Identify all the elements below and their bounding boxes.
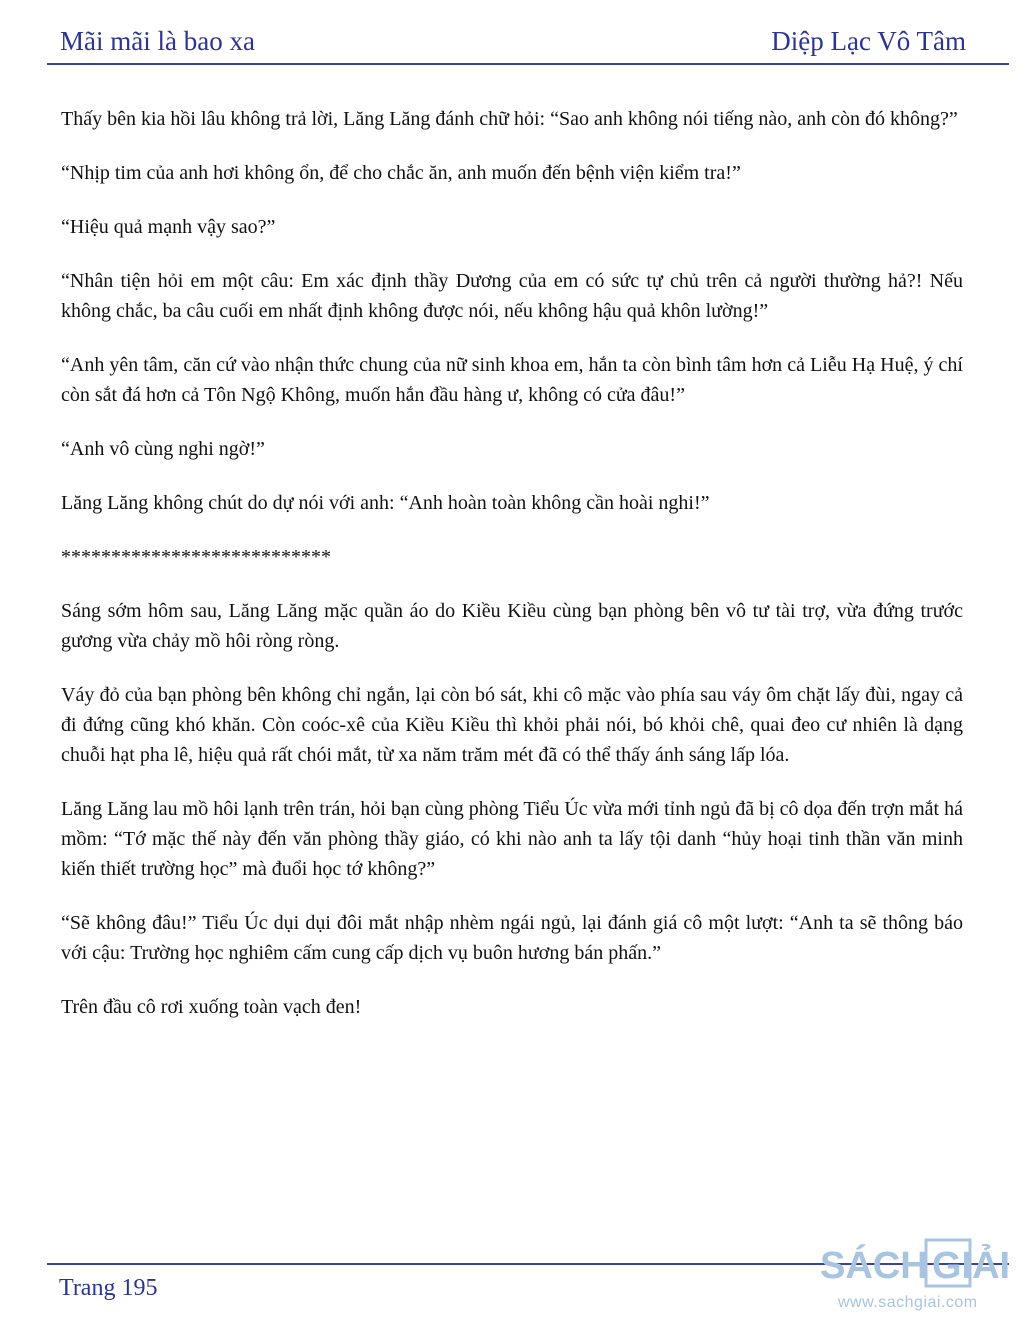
page-body: [61, 104, 963, 1046]
book-title: Mãi mãi là bao xa: [60, 26, 255, 56]
paragraph: “Sẽ không đâu!” Tiểu Úc dụi dụi đôi mắt nhập nhèm ngái ngủ, lại đánh giá cô một lượt: “Anh ta sẽ thông báo với cậu: Trường học nghiêm cấm cung cấp dịch vụ buôn hương bán phấn.”: [61, 912, 963, 964]
logo-text-left: SÁCH: [820, 1245, 928, 1287]
paragraph: “Nhịp tim của anh hơi không ổn, để cho chắc ăn, anh muốn đến bệnh viện kiểm tra!”: [61, 162, 741, 184]
sachgiai-logo: [818, 1238, 1018, 1288]
section-separator: ***************************: [61, 546, 331, 568]
header-divider: [47, 63, 1009, 65]
paragraph: Thấy bên kia hồi lâu không trả lời, Lăng Lăng đánh chữ hỏi: “Sao anh không nói tiếng nào, anh còn đó không?”: [61, 108, 958, 130]
watermark: [818, 1230, 1018, 1320]
author-name: Diệp Lạc Vô Tâm: [771, 26, 966, 56]
paragraph: “Hiệu quả mạnh vậy sao?”: [61, 216, 276, 238]
paragraph: “Anh yên tâm, căn cứ vào nhận thức chung của nữ sinh khoa em, hắn ta còn bình tâm hơn cả Liễu Hạ Huệ, ý chí còn sắt đá hơn cả Tôn Ngộ Không, muốn hắn đầu hàng ư, không có cửa đâu!”: [61, 354, 963, 406]
paragraph: “Anh vô cùng nghi ngờ!”: [61, 438, 265, 460]
page-header: [0, 0, 1024, 66]
paragraph: Váy đỏ của bạn phòng bên không chỉ ngắn, lại còn bó sát, khi cô mặc vào phía sau váy ôm chặt lấy đùi, ngay cả đi đứng cũng khó khăn. Còn coóc-xê của Kiều Kiều thì khỏi phải nói, bó khỏi chê, quai đeo cư nhiên là dạng chuỗi hạt pha lê, hiệu quả rất chói mắt, từ xa năm trăm mét đã có thể thấy ánh sáng lấp lóa.: [61, 684, 963, 766]
page-label: Trang: [59, 1275, 116, 1301]
paragraph: Sáng sớm hôm sau, Lăng Lăng mặc quần áo do Kiều Kiều cùng bạn phòng bên vô tư tài trợ, vừa đứng trước gương vừa chảy mồ hôi ròng ròng.: [61, 600, 963, 652]
paragraph: Lăng Lăng không chút do dự nói với anh: “Anh hoàn toàn không cần hoài nghi!”: [61, 492, 710, 514]
paragraph: “Nhân tiện hỏi em một câu: Em xác định thầy Dương của em có sức tự chủ trên cả người thường hả?! Nếu không chắc, ba câu cuối em nhất định không được nói, nếu không hậu quả khôn lường!”: [61, 270, 963, 322]
paragraph: Lăng Lăng lau mồ hôi lạnh trên trán, hỏi bạn cùng phòng Tiểu Úc vừa mới tỉnh ngủ đã bị cô dọa đến trợn mắt há mồm: “Tớ mặc thế này đến văn phòng thầy giáo, có khi nào anh ta lấy tội danh “hủy hoại tinh thần văn minh kiến thiết trường học” mà đuổi học tớ không?”: [61, 798, 963, 880]
logo-text-right: GIẢI: [932, 1245, 1011, 1287]
paragraph: Trên đầu cô rơi xuống toàn vạch đen!: [61, 996, 362, 1018]
watermark-url: www.sachgiai.com: [838, 1294, 978, 1311]
page-number: 195: [121, 1275, 158, 1301]
page-number-label: [59, 1275, 163, 1302]
